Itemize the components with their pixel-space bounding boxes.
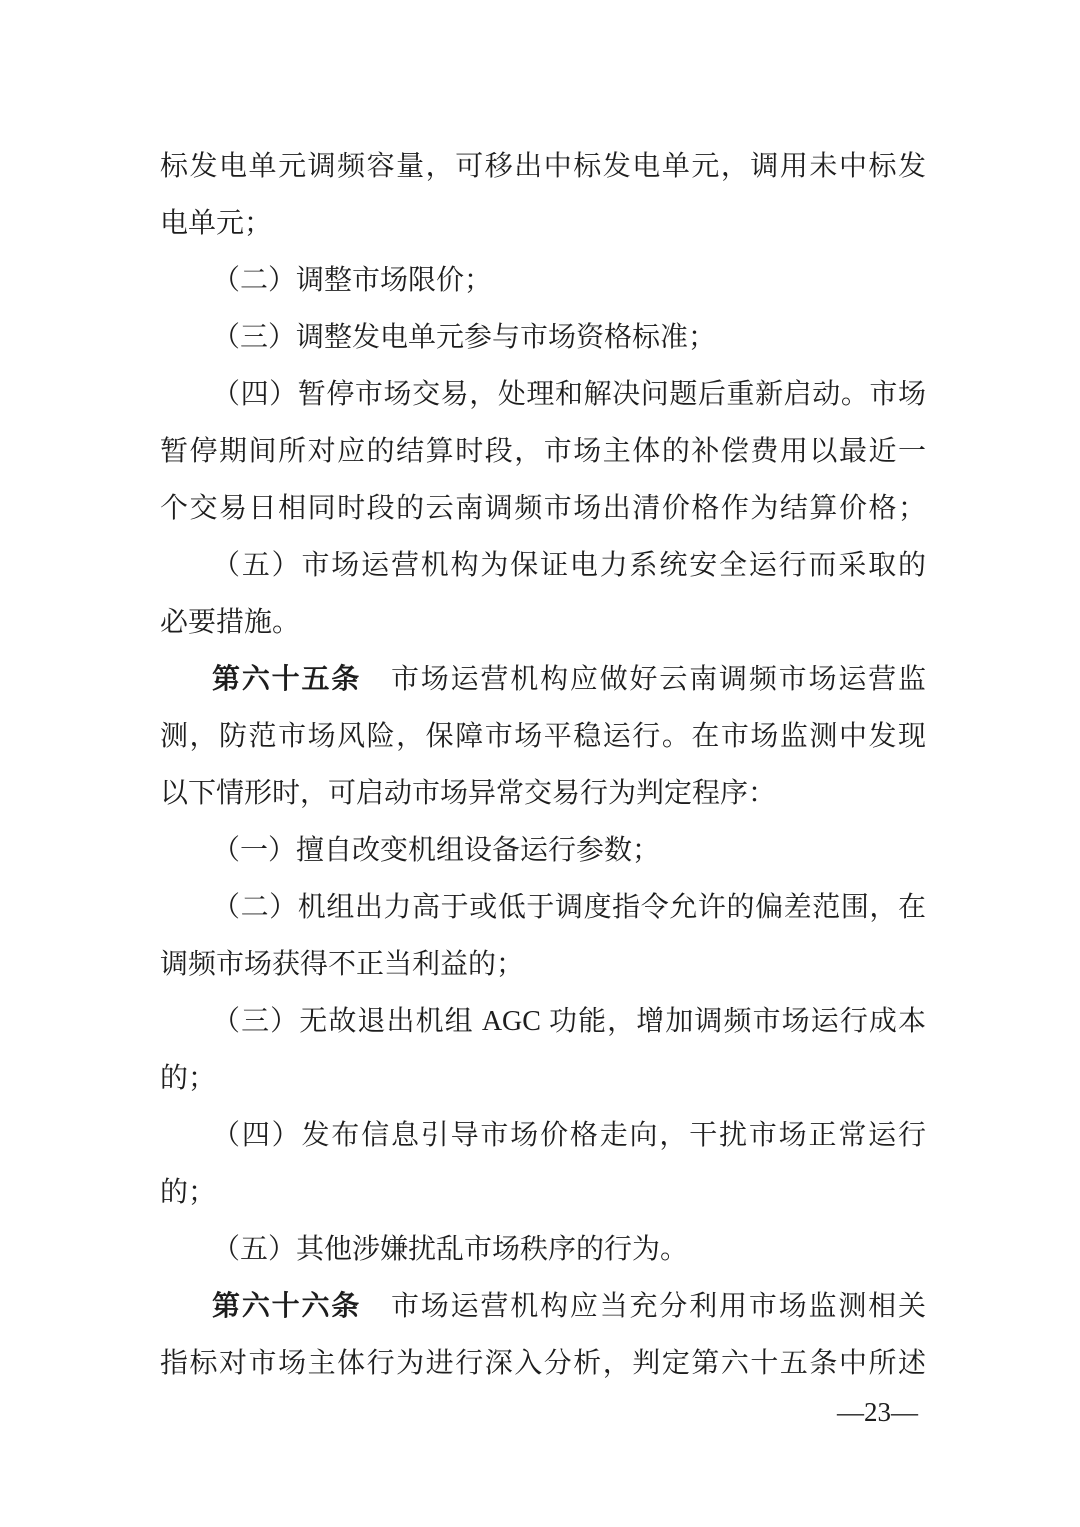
document-line: [160, 252, 926, 309]
line-text: （二）机组出力高于或低于调度指令允许的偏差范围，在: [212, 892, 926, 923]
line-text: 以下情形时，可启动市场异常交易行为判定程序：: [160, 778, 777, 809]
document-line: [160, 765, 926, 822]
line-text: 市场运营机构应当充分利用市场监测相关: [361, 1291, 926, 1322]
line-text: （四）暂停市场交易，处理和解决问题后重新启动。市场: [212, 379, 926, 410]
document-line: [160, 594, 926, 651]
line-text: （五）市场运营机构为保证电力系统安全运行而采取的: [212, 550, 926, 581]
document-line: [160, 993, 926, 1050]
document-line: [160, 1278, 926, 1335]
line-text: 标发电单元调频容量，可移出中标发电单元，调用未中标发: [160, 151, 926, 182]
document-line: [160, 1050, 926, 1107]
document-line: [160, 936, 926, 993]
document-line: [160, 1164, 926, 1221]
line-text: 的；: [160, 1177, 217, 1208]
line-text: 测，防范市场风险，保障市场平稳运行。在市场监测中发现: [160, 721, 926, 752]
line-text: （三）无故退出机组 AGC 功能，增加调频市场运行成本: [212, 1006, 926, 1037]
document-line: [160, 1107, 926, 1164]
line-text: （三）调整发电单元参与市场资格标准；: [212, 322, 717, 353]
document-line: [160, 879, 926, 936]
line-text: （二）调整市场限价；: [212, 265, 493, 296]
article-number: 第六十五条: [212, 664, 362, 695]
line-text: 暂停期间所对应的结算时段，市场主体的补偿费用以最近一: [160, 436, 926, 467]
document-line: [160, 480, 926, 537]
line-text: 必要措施。: [160, 607, 301, 638]
line-text: （四）发布信息引导市场价格走向，干扰市场正常运行: [212, 1120, 926, 1151]
line-text: 市场运营机构应做好云南调频市场运营监: [361, 664, 926, 695]
page-number: —23—: [837, 1397, 918, 1427]
article-number: 第六十六条: [212, 1291, 362, 1322]
document-line: [160, 651, 926, 708]
document-line: [160, 708, 926, 765]
document-line: [160, 1221, 926, 1278]
text-block: [160, 138, 926, 1392]
line-text: 电单元；: [160, 208, 273, 239]
line-text: 个交易日相同时段的云南调频市场出清价格作为结算价格；: [160, 493, 926, 524]
document-line: [160, 1335, 926, 1392]
document-line: [160, 822, 926, 879]
document-line: [160, 423, 926, 480]
document-line: [160, 366, 926, 423]
document-line: [160, 138, 926, 195]
line-text: 的；: [160, 1063, 217, 1094]
line-text: 调频市场获得不正当利益的；: [160, 949, 525, 980]
document-line: [160, 195, 926, 252]
line-text: （五）其他涉嫌扰乱市场秩序的行为。: [212, 1234, 689, 1265]
line-text: （一）擅自改变机组设备运行参数；: [212, 835, 661, 866]
document-line: [160, 537, 926, 594]
document-line: [160, 309, 926, 366]
line-text: 指标对市场主体行为进行深入分析，判定第六十五条中所述: [160, 1348, 926, 1379]
